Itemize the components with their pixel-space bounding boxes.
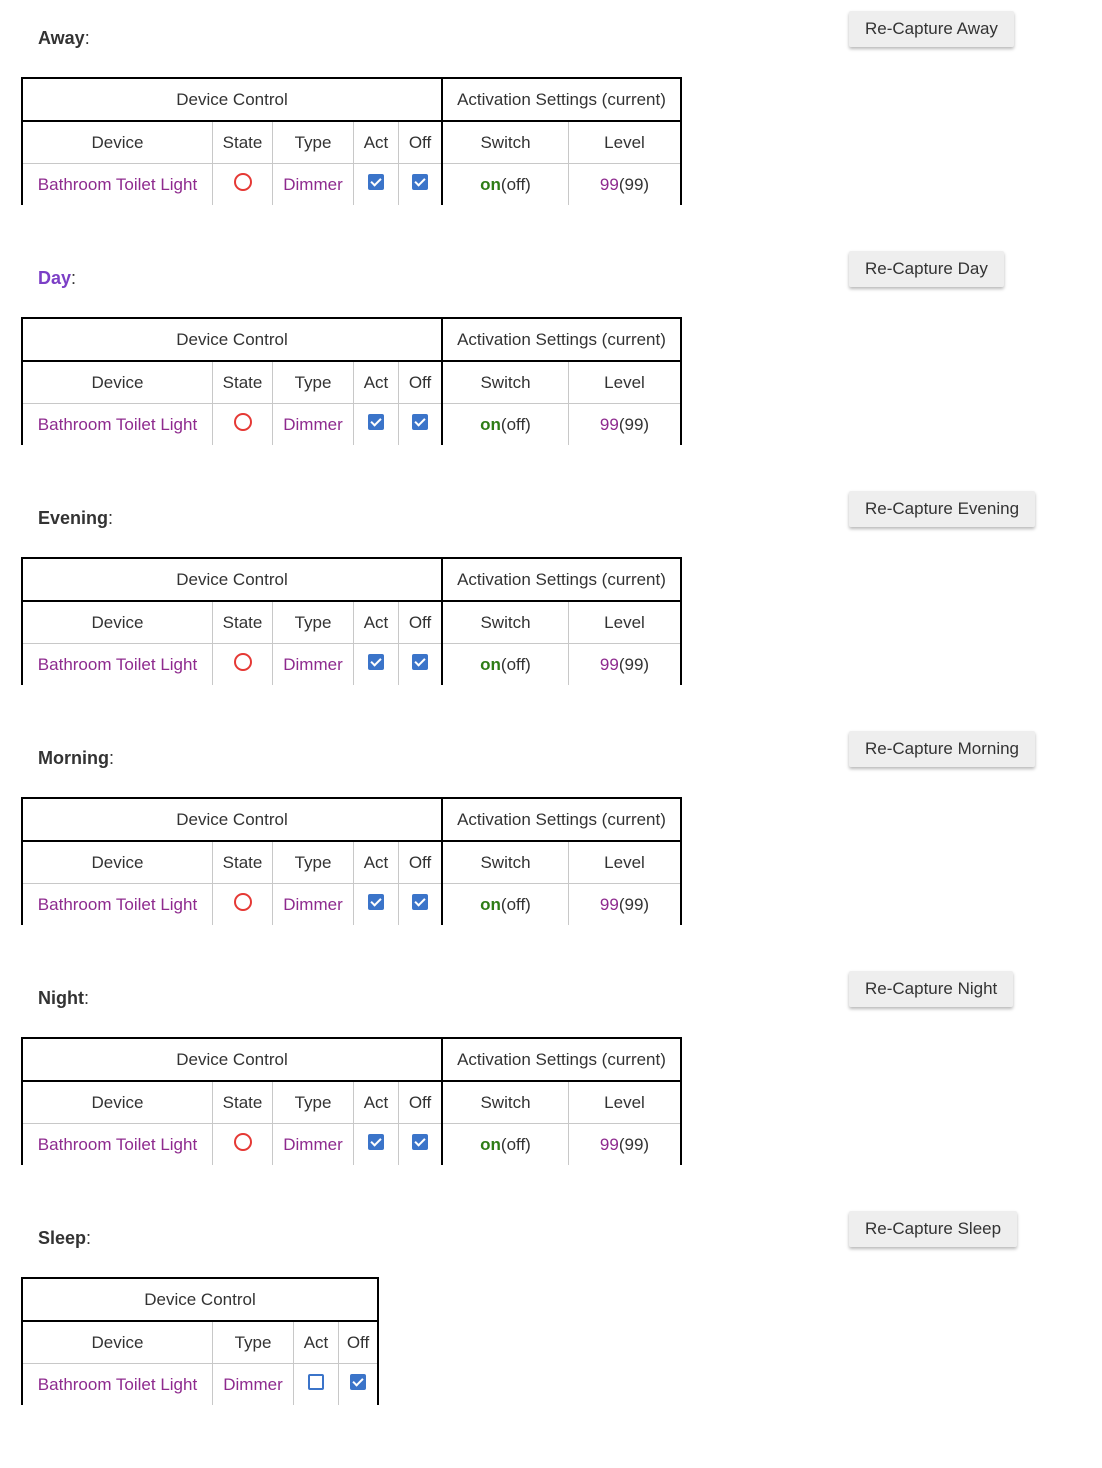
device-control-header: Device Control xyxy=(22,1278,378,1321)
device-table xyxy=(21,1277,379,1405)
col-type: Type xyxy=(273,601,354,644)
col-device: Device xyxy=(22,601,213,644)
col-off: Off xyxy=(399,841,443,884)
act-checkbox[interactable] xyxy=(368,894,384,910)
off-checkbox[interactable] xyxy=(412,894,428,910)
col-device: Device xyxy=(22,121,213,164)
mode-title: Evening: xyxy=(38,508,114,528)
activation-settings-header: Activation Settings (current) xyxy=(442,558,681,601)
col-act: Act xyxy=(354,361,399,404)
device-link[interactable]: Bathroom Toilet Light xyxy=(37,1374,198,1394)
col-state: State xyxy=(213,121,273,164)
act-checkbox[interactable] xyxy=(308,1374,324,1390)
col-act: Act xyxy=(354,1081,399,1124)
level-cell: 99(99) xyxy=(569,404,682,446)
col-device: Device xyxy=(22,841,213,884)
table-row xyxy=(22,1124,681,1166)
activation-settings-header: Activation Settings (current) xyxy=(442,798,681,841)
state-off-icon xyxy=(234,893,252,911)
mode-sleep xyxy=(0,1200,1102,1440)
state-off-icon xyxy=(234,413,252,431)
activation-settings-header: Activation Settings (current) xyxy=(442,78,681,121)
re-capture-away-button[interactable]: Re-Capture Away xyxy=(849,11,1014,47)
activation-settings-header: Activation Settings (current) xyxy=(442,318,681,361)
mode-title: Night: xyxy=(38,988,89,1008)
mode-evening xyxy=(0,480,1102,720)
off-checkbox[interactable] xyxy=(412,654,428,670)
mode-day xyxy=(0,240,1102,480)
activation-settings-header: Activation Settings (current) xyxy=(442,1038,681,1081)
act-checkbox[interactable] xyxy=(368,414,384,430)
device-control-header: Device Control xyxy=(22,318,442,361)
col-switch: Switch xyxy=(442,361,569,404)
type-link[interactable]: Dimmer xyxy=(283,1134,343,1154)
switch-cell: on(off) xyxy=(442,644,569,686)
col-level: Level xyxy=(569,361,682,404)
device-link[interactable]: Bathroom Toilet Light xyxy=(37,414,198,434)
col-switch: Switch xyxy=(442,601,569,644)
mode-title: Day: xyxy=(38,268,77,288)
col-state: State xyxy=(213,1081,273,1124)
off-checkbox[interactable] xyxy=(412,414,428,430)
switch-cell: on(off) xyxy=(442,884,569,926)
act-checkbox[interactable] xyxy=(368,1134,384,1150)
level-cell: 99(99) xyxy=(569,644,682,686)
table-row xyxy=(22,164,681,206)
col-type: Type xyxy=(273,361,354,404)
col-level: Level xyxy=(569,121,682,164)
switch-cell: on(off) xyxy=(442,164,569,206)
re-capture-morning-button[interactable]: Re-Capture Morning xyxy=(849,731,1035,767)
col-type: Type xyxy=(273,1081,354,1124)
device-link[interactable]: Bathroom Toilet Light xyxy=(37,654,198,674)
device-control-header: Device Control xyxy=(22,1038,442,1081)
col-state: State xyxy=(213,601,273,644)
type-link[interactable]: Dimmer xyxy=(283,414,343,434)
col-level: Level xyxy=(569,841,682,884)
level-cell: 99(99) xyxy=(569,884,682,926)
mode-title: Morning: xyxy=(38,748,114,768)
col-switch: Switch xyxy=(442,1081,569,1124)
col-act: Act xyxy=(294,1321,339,1364)
col-type: Type xyxy=(273,121,354,164)
state-off-icon xyxy=(234,173,252,191)
col-switch: Switch xyxy=(442,121,569,164)
state-off-icon xyxy=(234,653,252,671)
type-link[interactable]: Dimmer xyxy=(223,1374,283,1394)
switch-cell: on(off) xyxy=(442,404,569,446)
col-off: Off xyxy=(399,601,443,644)
off-checkbox[interactable] xyxy=(412,174,428,190)
re-capture-sleep-button[interactable]: Re-Capture Sleep xyxy=(849,1211,1017,1247)
col-device: Device xyxy=(22,361,213,404)
device-control-header: Device Control xyxy=(22,558,442,601)
re-capture-day-button[interactable]: Re-Capture Day xyxy=(849,251,1004,287)
table-row xyxy=(22,644,681,686)
table-row xyxy=(22,884,681,926)
mode-night xyxy=(0,960,1102,1200)
col-act: Act xyxy=(354,601,399,644)
device-table xyxy=(21,317,682,445)
mode-away xyxy=(0,0,1102,240)
col-level: Level xyxy=(569,1081,682,1124)
re-capture-night-button[interactable]: Re-Capture Night xyxy=(849,971,1013,1007)
state-off-icon xyxy=(234,1133,252,1151)
re-capture-evening-button[interactable]: Re-Capture Evening xyxy=(849,491,1035,527)
type-link[interactable]: Dimmer xyxy=(283,894,343,914)
level-cell: 99(99) xyxy=(569,1124,682,1166)
switch-cell: on(off) xyxy=(442,1124,569,1166)
col-act: Act xyxy=(354,121,399,164)
col-off: Off xyxy=(399,361,443,404)
table-row xyxy=(22,404,681,446)
device-table xyxy=(21,797,682,925)
device-table xyxy=(21,1037,682,1165)
device-control-header: Device Control xyxy=(22,78,442,121)
mode-morning xyxy=(0,720,1102,960)
col-state: State xyxy=(213,361,273,404)
device-control-header: Device Control xyxy=(22,798,442,841)
col-switch: Switch xyxy=(442,841,569,884)
col-device: Device xyxy=(22,1081,213,1124)
device-table xyxy=(21,77,682,205)
col-state: State xyxy=(213,841,273,884)
act-checkbox[interactable] xyxy=(368,174,384,190)
col-act: Act xyxy=(354,841,399,884)
mode-title: Sleep: xyxy=(38,1228,92,1248)
device-table xyxy=(21,557,682,685)
col-type: Type xyxy=(213,1321,294,1364)
col-type: Type xyxy=(273,841,354,884)
type-link[interactable]: Dimmer xyxy=(283,654,343,674)
table-row xyxy=(22,1364,378,1406)
col-off: Off xyxy=(399,121,443,164)
off-checkbox[interactable] xyxy=(412,1134,428,1150)
mode-title: Away: xyxy=(38,28,90,48)
device-link[interactable]: Bathroom Toilet Light xyxy=(37,894,198,914)
device-link[interactable]: Bathroom Toilet Light xyxy=(37,1134,198,1154)
device-link[interactable]: Bathroom Toilet Light xyxy=(37,174,198,194)
col-device: Device xyxy=(22,1321,213,1364)
col-off: Off xyxy=(399,1081,443,1124)
level-cell: 99(99) xyxy=(569,164,682,206)
col-level: Level xyxy=(569,601,682,644)
col-off: Off xyxy=(339,1321,379,1364)
off-checkbox[interactable] xyxy=(350,1374,366,1390)
type-link[interactable]: Dimmer xyxy=(283,174,343,194)
act-checkbox[interactable] xyxy=(368,654,384,670)
